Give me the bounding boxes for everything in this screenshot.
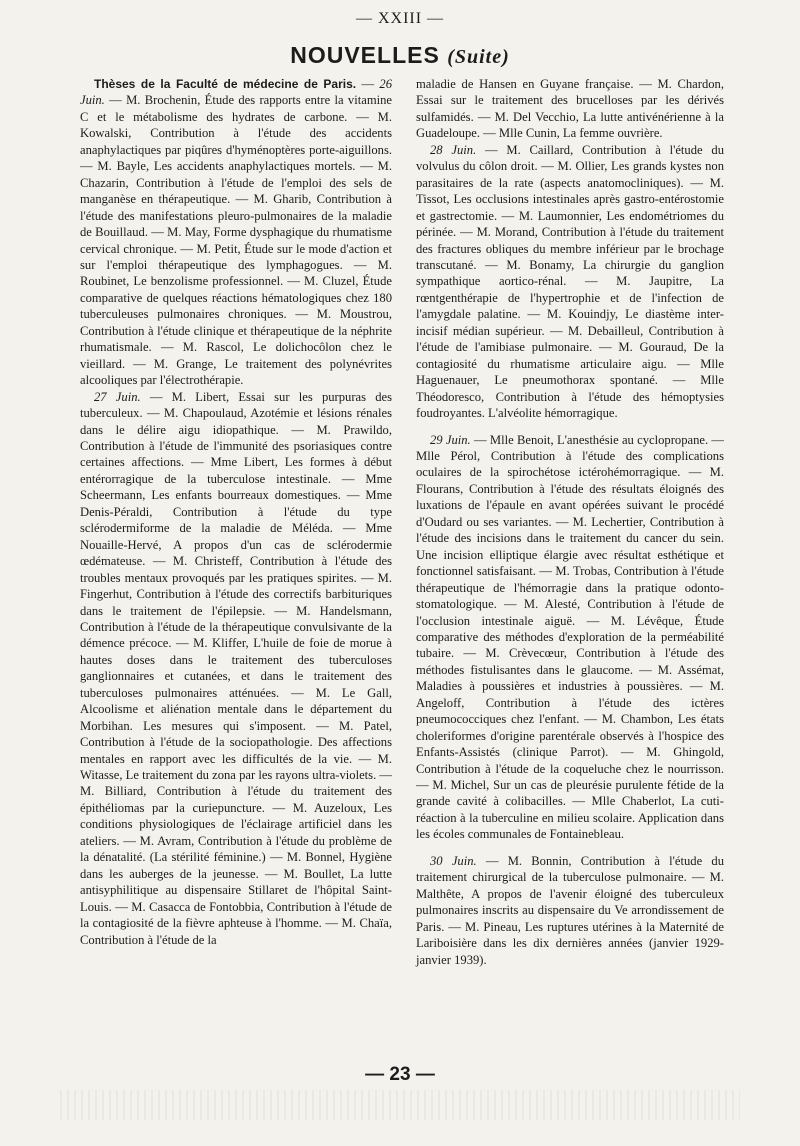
paragraph-continued: maladie de Hansen en Guyane française. — M. Chardon, Essai sur le traitement des brucelloses par les dérivés sulfamidés. — M. Del Vecchio, La lutte antivénérienne à la Guadeloupe. — Mlle Cunin, La femme ouvrière. bbox=[416, 77, 724, 141]
paragraph-30-juin-text: — M. Bonnin, Contribution à l'étude du traitement chirurgical de la tuberculose pulmonaire. — M. Malthête, A propos de l'avenir éloigné des tuberculeux pulmonaires inscrits au dispensaire du Ve arrondissement de Paris. — M. Pineau, Les ruptures utérines à la Maternité de Lariboisière dans les dix dernières années (janvier 1929-janvier 1939). bbox=[416, 853, 724, 967]
paragraph-26-juin-text: — M. Brochenin, Étude des rapports entre la vitamine C et le métabolisme des hydrates de carbone. — M. Kowalski, Contribution à l'étude des accidents anaphylactiques par piqûres d'hyménoptères porte-aiguillons. — M. Bayle, Les accidents anaphylactiques mortels. — M. Chazarin, Contribution à l'étude de l'emploi des sels de manganèse en thérapeutique. — M. Gharib, Contribution à l'étude des manifestations pleuro-pulmonaires de la maladie de Bouillaud. — M. May, Forme dysphagique du rhumatisme cervical chronique. — M. Petit, Étude sur le mode d'action et sur l'emploi thérapeutique des lymphagogues. — M. Roubinet, Le benzolisme professionnel. — M. Cluzel, Étude comparative de quelques réactions hématologiques chez 180 tuberculeuses pulmonaires chroniques. — M. Moustrou, Contribution à l'étude clinique et thérapeutique de la néphrite rhumatismale. — M. Rascol, Le dolichocôlon chez le vieillard. — M. Grange, Le traitement des polynévrites alcooliques par l'électrothérapie. bbox=[80, 93, 392, 388]
section-heading: Thèses de la Faculté de médecine de Paris. bbox=[94, 77, 357, 91]
print-bleed-texture bbox=[60, 1090, 740, 1120]
paragraph-28-juin bbox=[416, 142, 724, 422]
paragraph-intro: Thèses de la Faculté de médecine de Paris. — 26 Juin. — M. Brochenin, Étude des rapports entre la vitamine C et le métabolisme des hydrates de carbone. — M. Kowalski, Contribution à l'étude des accidents anaphylactiques par piqûres d'hyménoptères porte-aiguillons. — M. Bayle, Les accidents anaphylactiques mortels. — M. Chazarin, Contribution à l'étude de l'emploi des sels de manganèse en thérapeutique. — M. Gharib, Contribution à l'étude des manifestations pleuro-pulmonaires de la maladie de Bouillaud. — M. May, Forme dysphagique du rhumatisme cervical chronique. — M. Petit, Étude sur le mode d'action et sur l'emploi thérapeutique des lymphagogues. — M. Roubinet, Le benzolisme professionnel. — M. Cluzel, Étude comparative de quelques réactions hématologiques chez 180 tuberculeuses pulmonaires chroniques. — M. Moustrou, Contribution à l'étude clinique et thérapeutique de la néphrite rhumatismale. — M. Rascol, Le dolichocôlon chez le vieillard. — M. Grange, Le traitement des polynévrites alcooliques par l'électrothérapie. bbox=[80, 77, 392, 388]
paragraph-29-juin-text: — Mlle Benoit, L'anesthésie au cyclopropane. — Mlle Pérol, Contribution à l'étude des complications oculaires de la spirochétose ictérohémorragique. — M. Flourans, Contribution à l'étude des résultats éloignés des luxations de l'épaule en avant opérées suivant le procédé d'Oudard ou ses variantes. — M. Lechertier, Contribution à l'étude des incisions dans le traitement du cancer du sein. Une incision elliptique élargie avec résultat esthétique et fonctionnel satisfaisant. — M. Trobas, Contribution à l'étude thérapeutique de l'hémorragie dans la pratique odonto-stomatologique. — M. Alesté, Contribution à l'étude de l'occlusion intestinale aiguë. — M. Lévêque, Étude comparative des méthodes d'exploration de la perméabilité tubaire. — M. Crèvecœur, Contribution à l'étude des méthodes fistulisantes dans le glaucome. — M. Assémat, Maladies à poussières et industries à poussières. — M. Angeloff, Contribution à l'étude des ictères pneumococciques chez l'enfant. — M. Chambon, Les états choleriformes d'origine parentérale observés à l'hospice des Enfants-Assistés (clinique Parrot). — M. Ghingold, Contribution à l'étude de la coqueluche chez le nourrisson. — M. Michel, Sur un cas de pleurésie purulente fétide de la grande cavité à colibacilles. — Mlle Chaberlot, La cuti-réaction à la tuberculine en milieu scolaire. Application dans les écoles communales de Fontainebleau. bbox=[416, 432, 724, 842]
section-title-text: NOUVELLES bbox=[290, 42, 440, 68]
section-title bbox=[0, 42, 800, 69]
date-28-juin: 28 Juin. bbox=[430, 142, 477, 157]
section-title-suffix: (Suite) bbox=[447, 46, 510, 68]
date-26-juin: 26 Juin. bbox=[80, 77, 392, 108]
paragraph-28-juin-text: — M. Caillard, Contribution à l'étude du volvulus du côlon droit. — M. Ollier, Les grands kystes non parasitaires de la rate (aspects anatomocliniques). — M. Tissot, Les occlusions intestinales après gastro-entérostomie et gastrectomie. — M. Laumonnier, Les endométriomes du périnée. — M. Morand, Contribution à l'étude du traitement des fractures obliques du membre inférieur par le brochage transcutané. — M. Bonamy, La chirurgie du ganglion sympathique aortico-rénal. — M. Jaupitre, La rœntgenthérapie de l'hypertrophie et de l'infection de l'amygdale palatine. — M. Kouindjy, Le diastème inter-incisif médian supérieur. — M. Debailleul, Contribution à l'étude de l'amibiase pulmonaire. — M. Gouraud, De la contagiosité du rhumatisme articulaire aigu. — Mlle Haguenauer, Le pneumothorax spontané. — Mlle Théodoresco, Contribution à l'étude des hémoptysies foudroyantes. L'alvéolite hémorragique. bbox=[416, 142, 724, 421]
paragraph-27-juin-text: — M. Libert, Essai sur les purpuras des tuberculeux. — M. Chapoulaud, Azotémie et lésions rénales dans le délire aigu idiopathique. — M. Prawildo, Contribution à l'étude de l'immunité des psoriasiques contre certaines affections. — Mme Libert, Les formes à début entérorragique de la tuberculose intestinale. — Mme Scheermann, Les enfants bourreaux domestiques. — Mme Denis-Péraldi, Contribution à l'étude du type sclérodermiforme de la maladie de Méléda. — Mme Nouaille-Hervé, A propos d'un cas de sclérodermie œdémateuse. — M. Christeff, Contribution à l'étude des troubles mentaux provoqués par les pratiques spirites. — M. Fingerhut, Contribution à l'étude des correctifs barbituriques dans le traitement de l'épilepsie. — M. Handelsmann, Contribution à l'étude de la thérapeutique convulsivante de la démence précoce. — M. Kliffer, L'huile de foie de morue à hautes doses dans le traitement des tuberculoses ganglionnaires et cutanées, et dans le traitement des tuberculoses pulmonaires atténuées. — M. Le Gall, Alcoolisme et aliénation mentale dans le département du Morbihan. Les mesures qui s'imposent. — M. Patel, Contribution à l'étude de la sociopathologie. Des affections mentales en rapport avec les difficultés de la vie. — M. Witasse, Le traitement du zona par les rayons ultra-violets. — M. Billiard, Contribution à l'étude du traitement des épithéliomas par la curiepuncture. — M. Auzeloux, Les conditions physiologiques de l'éclairage artificiel dans les ateliers. — M. Avram, Contribution à l'étude du problème de la dénatalité. (La stérilité féminine.) — M. Bonnel, Hygiène dans les auberges de la jeunesse. — M. Boullet, La lutte antisyphilitique au dispensaire Stillaret de l'hôpital Saint-Louis. — M. Casacca de Fontobbia, Contribution à l'étude de la contagiosité de la fièvre aphteuse à l'homme. — M. Chaïa, Contribution à l'étude de la bbox=[80, 389, 393, 947]
paragraph-27-juin bbox=[80, 389, 392, 948]
paragraph-29-juin bbox=[416, 432, 724, 843]
date-30-juin: 30 Juin. bbox=[430, 853, 477, 868]
left-column bbox=[80, 76, 392, 948]
date-29-juin: 29 Juin. bbox=[430, 432, 471, 447]
date-27-juin: 27 Juin. bbox=[94, 389, 141, 404]
right-column bbox=[416, 76, 724, 968]
page-number: — 23 — bbox=[365, 1064, 435, 1085]
running-head: — XXIII — bbox=[355, 10, 445, 27]
paragraph-30-juin bbox=[416, 853, 724, 968]
